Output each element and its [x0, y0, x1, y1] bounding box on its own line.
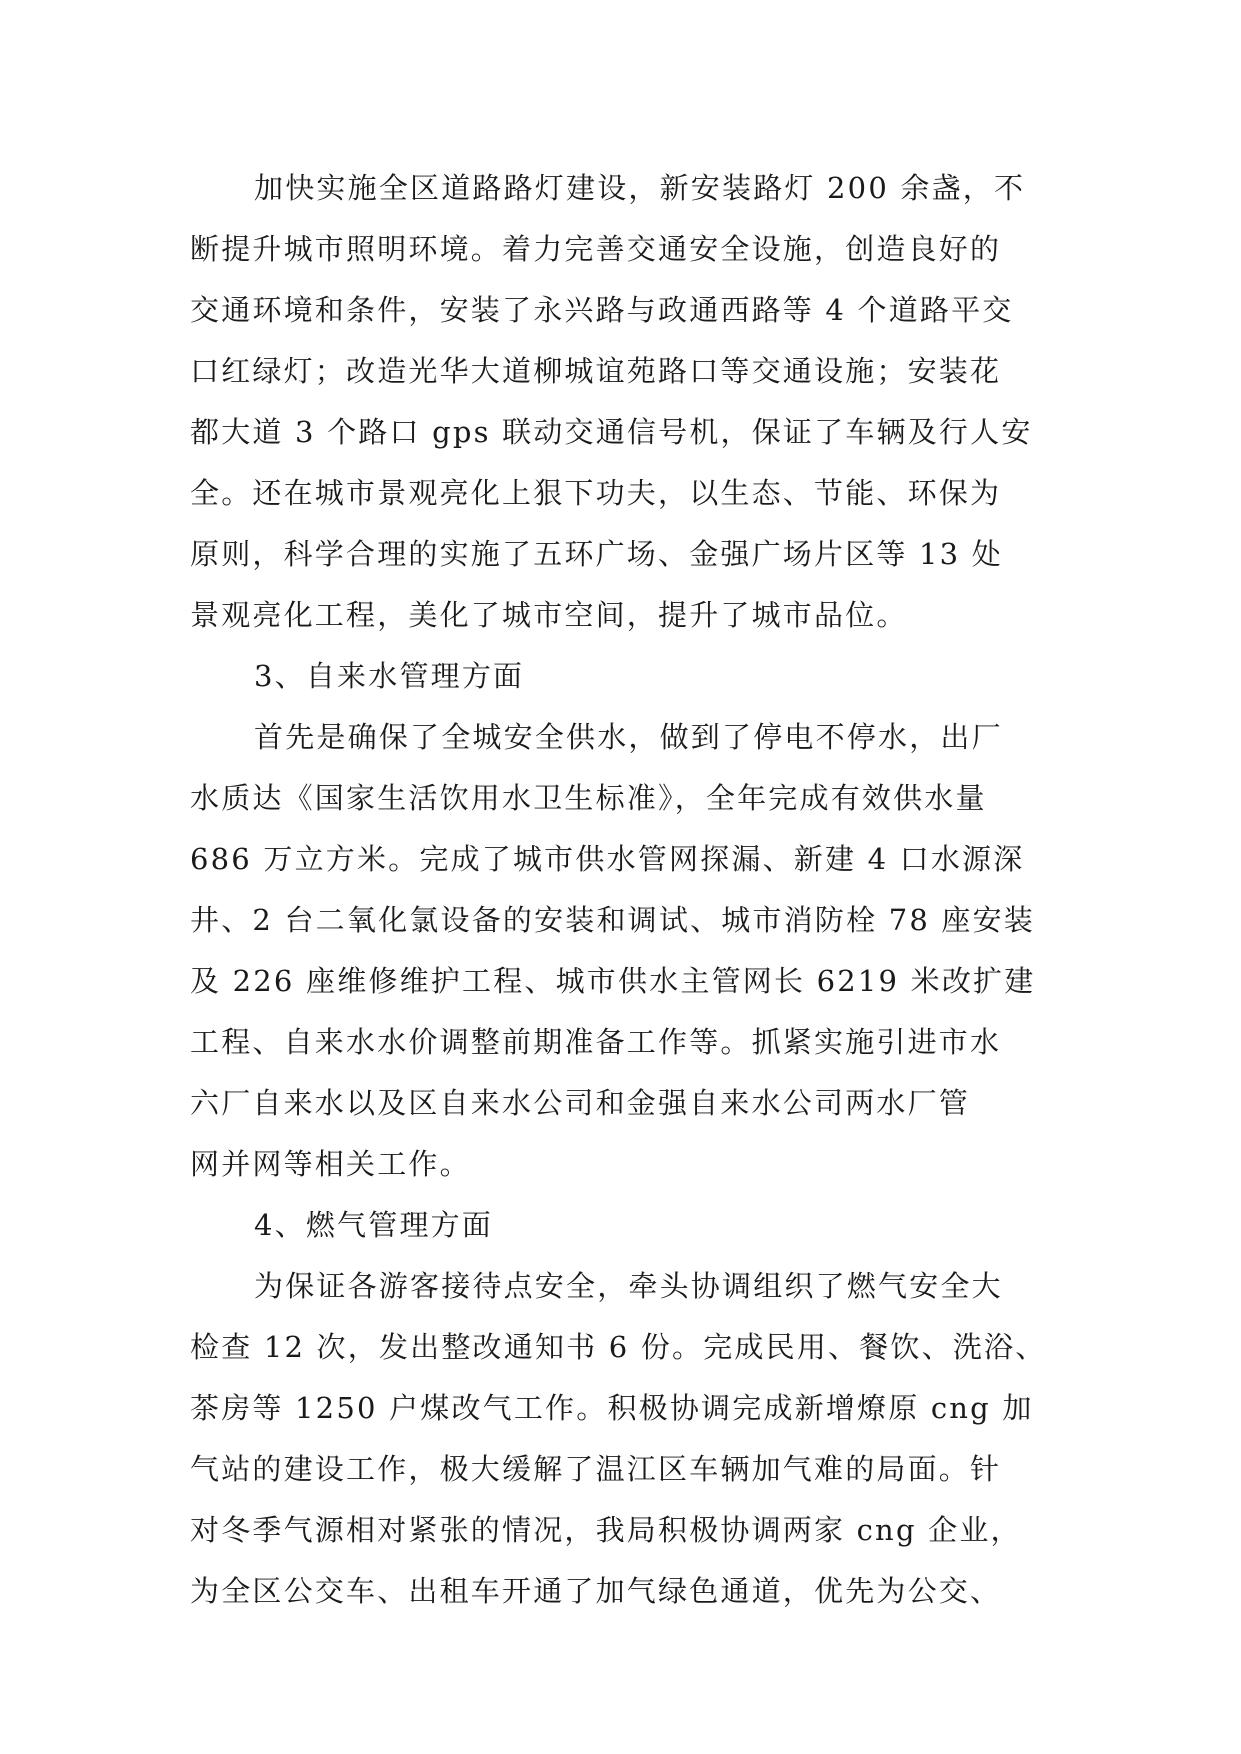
paragraph-water-line: 首先是确保了全城安全供水，做到了停电不停水，出厂	[254, 720, 1003, 754]
paragraph-street-lighting-line: 加快实施全区道路路灯建设，新安装路灯 200 余盏，不	[254, 171, 1026, 205]
paragraph-street-lighting-line: 全。还在城市景观亮化上狠下功夫，以生态、节能、环保为	[190, 476, 1002, 510]
paragraph-water-line: 水质达《国家生活饮用水卫生标准》，全年完成有效供水量	[190, 781, 987, 815]
paragraph-gas-line: 对冬季气源相对紧张的情况，我局积极协调两家 cng 企业，	[190, 1513, 1022, 1547]
document-body	[190, 158, 1050, 1622]
paragraph-water-line: 井、2 台二氧化氯设备的安装和调试、城市消防栓 78 座安装	[190, 903, 1036, 937]
paragraph-gas-line: 为保证各游客接待点安全，牵头协调组织了燃气安全大	[254, 1269, 1003, 1303]
paragraph-water-line: 及 226 座维修维护工程、城市供水主管网长 6219 米改扩建	[190, 964, 1036, 998]
paragraph-water-line: 网并网等相关工作。	[190, 1147, 471, 1181]
paragraph-street-lighting-line: 交通环境和条件，安装了永兴路与政通西路等 4 个道路平交	[190, 293, 1014, 327]
paragraph-street-lighting-line: 都大道 3 个路口 gps 联动交通信号机，保证了车辆及行人安	[190, 415, 1033, 449]
section-heading-gas: 4、燃气管理方面	[254, 1208, 494, 1242]
paragraph-water-line: 六厂自来水以及区自来水公司和金强自来水公司两水厂管	[190, 1086, 971, 1120]
paragraph-street-lighting-line: 景观亮化工程，美化了城市空间，提升了城市品位。	[190, 598, 908, 632]
paragraph-water-line: 686 万立方米。完成了城市供水管网探漏、新建 4 口水源深	[190, 842, 1025, 876]
section-heading-water: 3、自来水管理方面	[254, 659, 525, 693]
paragraph-gas-line: 茶房等 1250 户煤改气工作。积极协调完成新增燎原 cng 加	[190, 1391, 1034, 1425]
paragraph-gas-line: 检查 12 次，发出整改通知书 6 份。完成民用、餐饮、洗浴、	[190, 1330, 1047, 1364]
paragraph-street-lighting-line: 口红绿灯；改造光华大道柳城谊苑路口等交通设施；安装花	[190, 354, 1002, 388]
paragraph-gas-line: 气站的建设工作，极大缓解了温江区车辆加气难的局面。针	[190, 1452, 1002, 1486]
paragraph-street-lighting-line: 原则，科学合理的实施了五环广场、金强广场片区等 13 处	[190, 537, 1003, 571]
paragraph-gas-line: 为全区公交车、出租车开通了加气绿色通道，优先为公交、	[190, 1574, 1002, 1608]
paragraph-street-lighting-line: 断提升城市照明环境。着力完善交通安全设施，创造良好的	[190, 232, 1002, 266]
paragraph-water-line: 工程、自来水水价调整前期准备工作等。抓紧实施引进市水	[190, 1025, 1002, 1059]
